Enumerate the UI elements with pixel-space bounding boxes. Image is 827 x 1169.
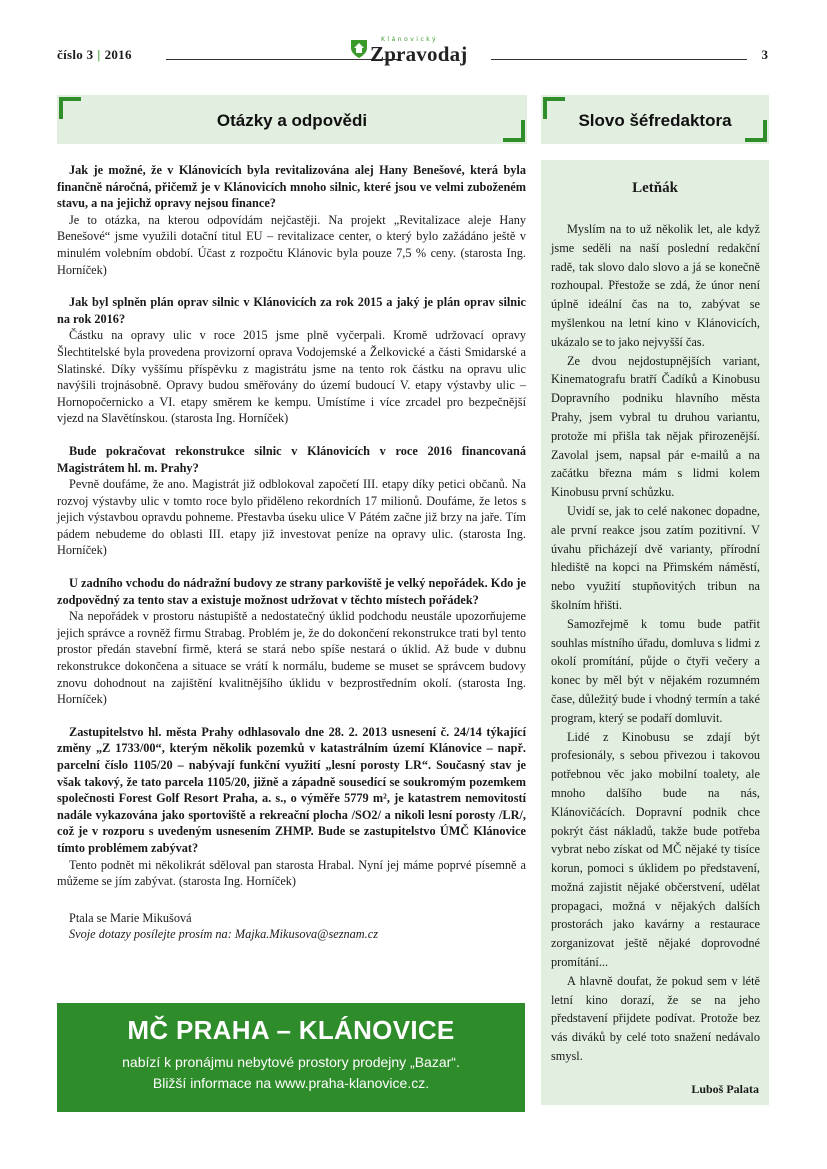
editorial-paragraph: Uvidí se, jak to celé nakonec dopadne, ale první reakce jsou zatím pozitivní. V úvahu přicházejí dvě varianty, přírodní hlediště na kopci na Přimském náměstí, nebo využití stupňovitých tribun na školním hřišti. [551,503,760,612]
question: Bude pokračovat rekonstrukce silnic v Klánovicích v roce 2016 financovaná Magistrátem hl. m. Prahy? [57,443,526,475]
section-heading-editor [541,95,769,144]
editorial-text [551,220,760,1066]
page-number: 3 [761,47,768,62]
issue-info [57,47,132,63]
question: Zastupitelstvo hl. města Prahy odhlasovalo dne 28. 2. 2013 usnesení č. 24/14 týkající změny „Z 1733/00“, kterým několik pozemků v katastrálním území Klánovice – např. parcelní číslo 1105/20 – nabývají funkční využití „lesní porosty LR“. Současný stav je však takový, že tato parcela 1105/20, jižně a západně sousedící se soukromým pozemkem společnosti Forest Golf Resort Praha, a. s., o výměře 5779 m², je katastrem nemovitostí nadále vykazována jako sportoviště a rekreační plocha /SO2/ a nikoli lesní porosty /LR/, což je v rozporu s uvedeným usnesením ZHMP. Bude se zastupitelstvo ÚMČ Klánovice tímto problémem zabývat? [57,724,526,855]
answer: Tento podnět mi několikrát sděloval pan starosta Hrabal. Nyní jej máme poprvé písemně a můžeme se jím zabývat. (starosta Ing. Horníček) [57,857,526,889]
header-rule-right [491,59,747,60]
page-header [57,36,768,74]
corner-decoration [503,120,525,142]
section-heading-qa [57,95,527,144]
section-title: Slovo šéfredaktora [578,111,732,130]
masthead-logo [348,36,488,70]
question: Jak byl splněn plán oprav silnic v Klánovicích za rok 2015 a jaký je plán oprav silnic na rok 2016? [57,295,526,326]
editorial-paragraph: Myslím na to už několik let, ale když jsme seděli na naší poslední redakční radě, tak slovo dalo slovo a já se konečně rozhoupal. Přestože se zdá, že únor není úplně ideální čas na to, zabývat se myšlenkou na letní kino v Klánovicích, ukázalo se to jako nejvyšší čas. [551,222,760,349]
question: U zadního vchodu do nádražní budovy ze strany parkoviště je velký nepořádek. Kdo je zodpovědný za tento stav a existuje možnost udržovat v těchto místech pořádek? [57,576,526,607]
answer: Pevně doufáme, že ano. Magistrát již odblokoval započetí III. etapy díky petici občanů. Na rozvoj výstavby ulic v tomto roce bylo přiděleno rekordních 17 milionů. Doufáme, že letos s jejich výstavbou opravdu pohneme. Přestavba úseku ulice V Pátém začne již brzy na jaře. Tím pádem nebudeme do oblasti III. etapy již investovat peníze na opravy ulic. (starosta Ing. Horníček) [57,477,526,558]
issue-number: číslo 3 [57,47,94,62]
ad-heading: MČ PRAHA – KLÁNOVICE [127,1015,455,1045]
issue-year: 2016 [104,47,132,62]
answer: Na nepořádek v prostoru nástupiště a nedostatečný úklid podchodu neustále upozorňujeme jejich správce a rovněž firmu Strabag. Problém je, že do dokončení rekonstrukce trati byl tento prostor předán stavební firmě, která se stará nebo spíše nestará o úklid. Až bude v dubnu rekonstrukce dokončena a situace se vrátí k normálu, budeme se muset se správcem budovy znovu dohodnout na zajištění kvalitnějšího úklidu v bezprostředním okolí. (starosta Ing. Horníček) [57,609,526,707]
answer: Částku na opravy ulic v roce 2015 jsme plně vyčerpali. Kromě udržovací opravy Šlechtitelské byla provedena provizorní oprava Vodojemské a Želkovické a části Smidarské a Slatinské. Díky vyššímu příspěvku z magistrátu jsme na tento rok částku na opravu ulic navýšili trojnásobně. Opravy budou směřovány do území budoucí V. etapy výstavby ulic – Hornopočernicko a VI. etapy směrem ke kempu. Umístíme i více zrcadel pro bezpečnější vjezd na Slavětínskou. (starosta Ing. Horníček) [57,328,526,426]
editorial-author: Luboš Palata [691,1082,759,1096]
ad-line-2: Bližší informace na www.praha-klanovice.cz. [152,1075,430,1091]
section-title: Otázky a odpovědi [216,111,368,130]
qa-article [57,162,526,943]
editorial-paragraph: Lidé z Kinobusu se zdají být profesionály, s sebou přivezou i takovou potřebnou věc jako mobilní toalety, ale mnoho dalšího bude na nás, Klánovičácích. Dopravní podnik chce pokrýt část nákladů, takže bude potřeba vybrat nebo získat od MČ nějaké ty tisíce korun, pomoci s úklidem po představení, možná zajistit nějaké občerstvení, udělat propagaci, možná v nějakých dalších prostorách jako kavárny a restaurace zorganizovat ještě nějaké doprovodné promítání... [551,729,760,970]
editorial-paragraph: Samozřejmě k tomu bude patřit souhlas místního úřadu, domluva s lidmi z okolí promítání, půjde o čtyři večery a konec by měl být v nějakém rozumném čase, důležitý bude i vhodný termín a také program, který se podaří domluvit. [551,616,760,725]
editorial-paragraph: A hlavně doufat, že pokud sem v létě letní kino dorazí, že se na jeho představení přijdete podívat. Protože bez vás diváků by celé toto snažení nedávalo smysl. [551,973,760,1064]
shield-icon [350,39,368,59]
question: Jak je možné, že v Klánovicích byla revitalizována alej Hany Benešové, která byla finančně náročná, přičemž je v Klánovicích mnoho silnic, které jsou ve velmi zuboženém stavu, a na jejichž opravy nejsou finance? [57,163,526,211]
logo-title: Zpravodaj [370,42,468,66]
issue-separator: | [97,47,101,62]
editorial-paragraph: Ze dvou nejdostupnějších variant, Kinematografu bratří Čadíků a Kinobusu Dopravního podniku hlavního města Prahy, jsem vybral tu druhou variantu, protože mi přišla tak nějak přirozenější. Zavolal jsem, napsal pár e-mailů a na začátku března mám s lidmi kolem Kinobusu první schůzku. [551,353,760,500]
editorial-sidebar [541,160,769,1105]
contact-line: Svoje dotazy posílejte prosím na: Majka.Mikusova@seznam.cz [69,927,379,942]
editorial-title: Letňák [632,180,678,196]
corner-decoration [745,120,767,142]
logo-subtitle: Klánovický [381,36,439,43]
answer: Je to otázka, na kterou odpovídám nejčastěji. Na projekt „Revitalizace aleje Hany Benešové“ jsme využili dotační titul EU – revitalizace center, o který bylo zažádáno ještě v minulém volebním období. Účast z rozpočtu Klánovic byla pouze 7,5 % ceny. (starosta Ing. Horníček) [57,212,526,277]
ad-line-1: nabízí k pronájmu nebytové prostory prodejny „Bazar“. [122,1054,460,1070]
signature: Ptala se Marie Mikušová [69,910,192,925]
ad-banner [57,1003,525,1112]
